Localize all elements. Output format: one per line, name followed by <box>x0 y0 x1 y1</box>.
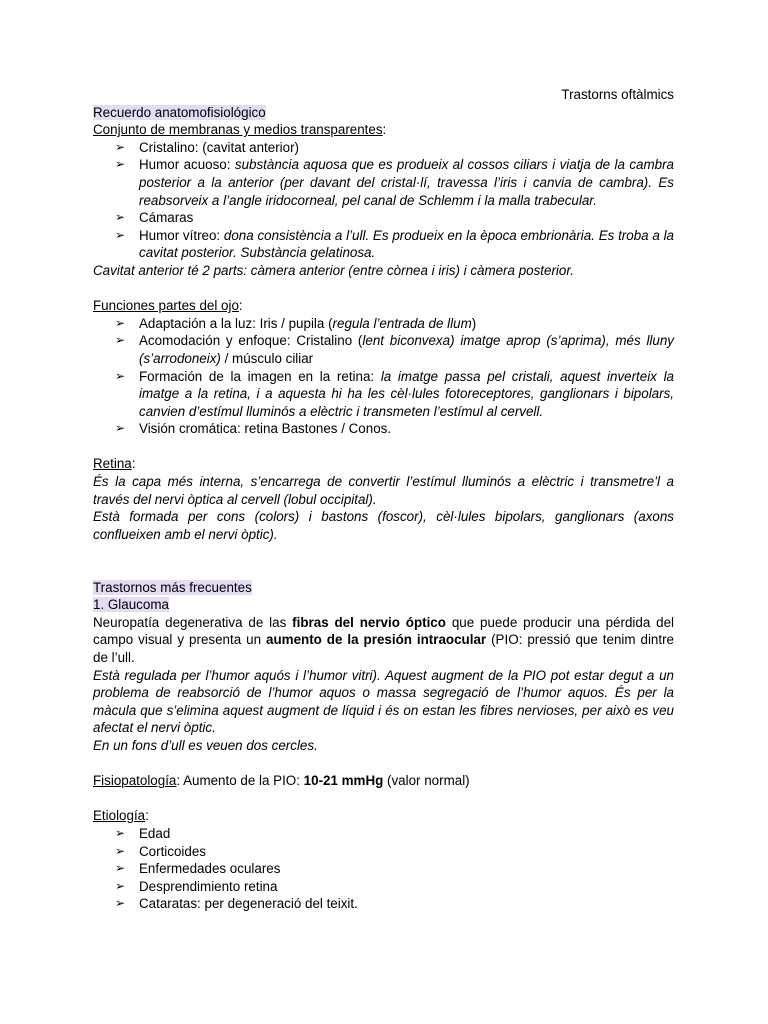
bullet-list <box>93 139 674 262</box>
arrow-bullet-icon: ➢ <box>115 368 126 383</box>
list-item: ➢ Corticoides <box>115 843 206 859</box>
paragraph: Cavitat anterior té 2 parts: càmera anterior (entre còrnea i iris) i càmera posterior. <box>93 262 575 278</box>
list-item: ➢ Enfermedades oculares <box>115 861 281 877</box>
list-item: ➢ Desprendimiento retina <box>115 878 278 894</box>
paragraph: Fisiopatología: Aumento de la PIO: 10-21 mmHg (valor normal) <box>93 773 470 789</box>
arrow-bullet-icon: ➢ <box>115 157 126 172</box>
list-item: ➢ Humor vítreo: dona consistència a l’ull. Es produeix en la època embrionària. Es troba a la cavitat posterior. Substància gelatinosa. <box>115 227 674 261</box>
section-heading <box>93 104 674 122</box>
list-item: ➢ Adaptación a la luz: Iris / pupila (regula l’entrada de llum) <box>115 315 477 331</box>
arrow-bullet-icon: ➢ <box>115 825 126 840</box>
arrow-bullet-icon: ➢ <box>115 227 126 242</box>
list-item: ➢ Humor acuoso: substància aquosa que es produeix al cossos ciliars i viatja de la cambra posterior a la anterior (per davant del cristal·lí, travessa l’iris i canvia de cambra). Es reabsorveix a l’angle iridocorneal, pel canal de Schlemm i la malla trabecular. <box>115 157 674 208</box>
list-item: ➢ Edad <box>115 825 171 841</box>
section-subtitle: 1. Glaucoma <box>93 597 169 613</box>
subsection-label: Retina: <box>93 456 136 472</box>
bullet-list <box>93 825 674 913</box>
subsection-label: Etiología: <box>93 808 149 824</box>
paragraph: Neuropatía degenerativa de las fibras del nervio óptico que puede producir una pérdida del campo visual y presenta un aumento de la presión intraocular (PIO: pressió que tenim dintre de l’ull. <box>93 614 674 665</box>
arrow-bullet-icon: ➢ <box>115 333 126 348</box>
arrow-bullet-icon: ➢ <box>115 421 126 436</box>
arrow-bullet-icon: ➢ <box>115 210 126 225</box>
list-item: ➢ Cristalino: (cavitat anterior) <box>115 139 299 155</box>
subsection-label: Funciones partes del ojo: <box>93 298 243 314</box>
list-item: ➢ Acomodación y enfoque: Cristalino (lent biconvexa) imatge aprop (s’aprima), més lluny (s’arrodoneix) / músculo ciliar <box>115 333 674 366</box>
paragraph: És la capa més interna, s’encarrega de convertir l’estímul lluminós a elèctric i transmetre’l a través del nervi òptica al cervell (lobul occipital). <box>93 474 674 507</box>
section-title: Trastornos más frecuentes <box>93 579 252 595</box>
document-body <box>93 86 674 913</box>
bullet-list <box>93 315 674 438</box>
list-item: ➢ Visión cromática: retina Bastones / Conos. <box>115 421 392 437</box>
section-heading <box>93 596 674 614</box>
section-title: Recuerdo anatomofisiológico <box>93 104 266 120</box>
paragraph: En un fons d’ull es veuen dos cercles. <box>93 737 318 753</box>
document-header: Trastorns oftàlmics <box>561 87 674 102</box>
subsection-label: Conjunto de membranas y medios transparentes: <box>93 122 387 138</box>
list-item: ➢ Cataratas: per degeneració del teixit. <box>115 896 358 912</box>
paragraph: Està regulada per l’humor aquós i l’humor vitri). Aquest augment de la PIO pot estar degut a un problema de reabsorció de l’humor aquos o massa segregació de l’humor aquos. És per la màcula que s’elimina aquest augment de líquid i és on estan les fibres nervioses, per això es veu afectat el nervi òptic. <box>93 667 674 736</box>
arrow-bullet-icon: ➢ <box>115 878 126 893</box>
arrow-bullet-icon: ➢ <box>115 861 126 876</box>
arrow-bullet-icon: ➢ <box>115 139 126 154</box>
paragraph: Està formada per cons (colors) i bastons (foscor), cèl·lules bipolars, ganglionars (axons conflueixen amb el nervi òptic). <box>93 509 674 542</box>
list-item: ➢ Cámaras <box>115 210 194 226</box>
arrow-bullet-icon: ➢ <box>115 896 126 911</box>
arrow-bullet-icon: ➢ <box>115 843 126 858</box>
arrow-bullet-icon: ➢ <box>115 315 126 330</box>
list-item: ➢ Formación de la imagen en la retina: la imatge passa pel cristali, aquest inverteix la imatge a la retina, i a aquesta hi ha les cèl·lules fotoreceptores, ganglionars i bipolars, canvien d’estímul lluminós a elèctric i transmeten l’estímul al cervell. <box>115 368 674 419</box>
section-heading <box>93 579 674 597</box>
